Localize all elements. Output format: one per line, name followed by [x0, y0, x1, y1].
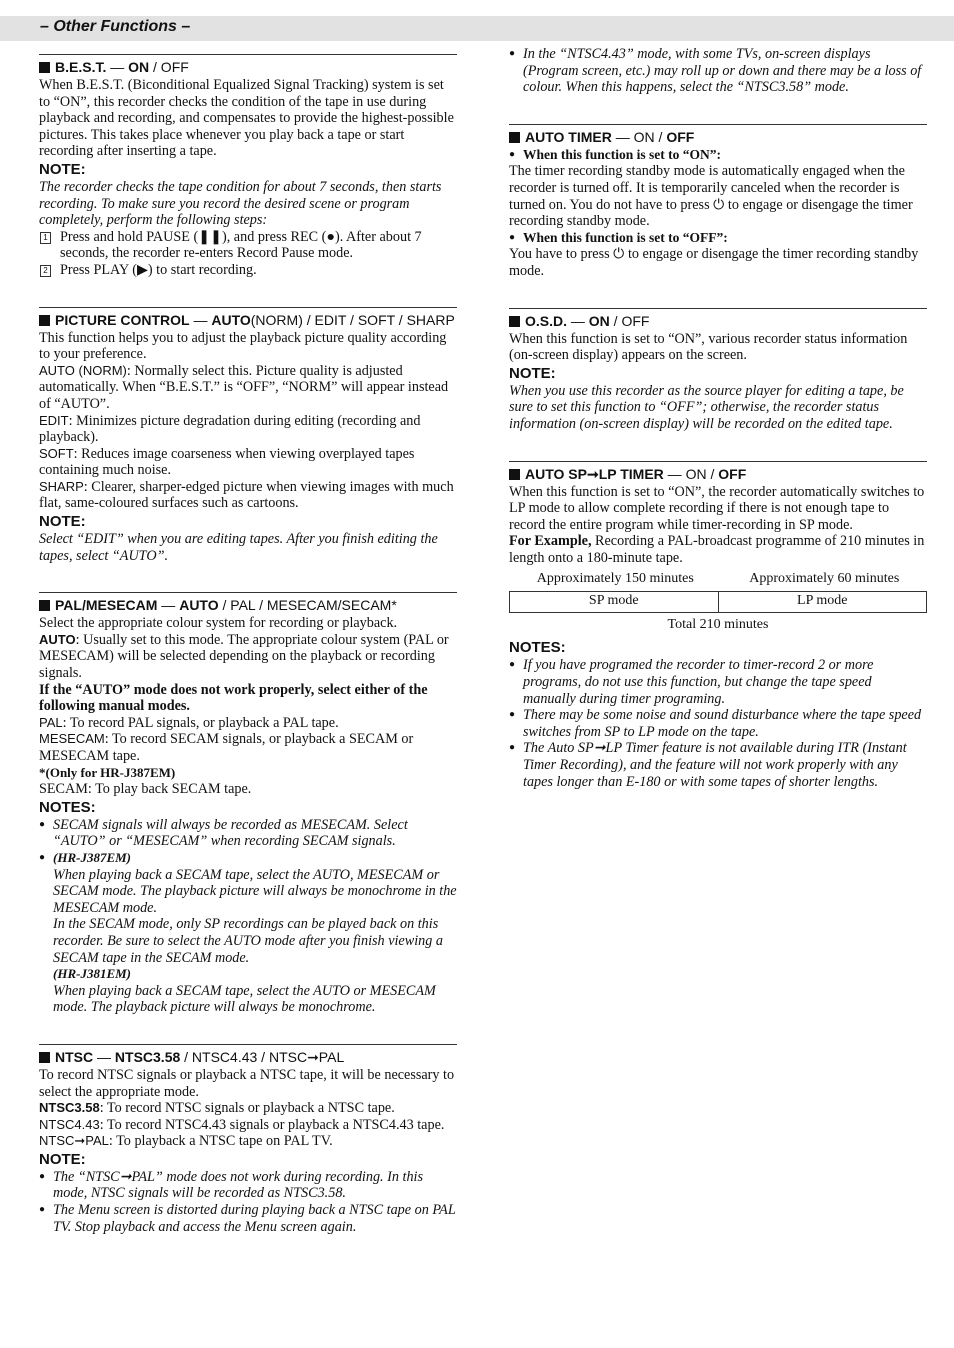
note-heading: NOTE:: [39, 1150, 86, 1168]
best-note: The recorder checks the tape condition for about 7 seconds, then starts recording. To make sure you record the desired scene or program completely, perform the following steps:: [39, 178, 442, 229]
square-bullet-icon: [39, 62, 50, 73]
page-header-title: – Other Functions –: [40, 18, 191, 35]
right-column: [509, 46, 927, 818]
auto-timer-title: AUTO TIMER — ON / OFF: [509, 128, 927, 146]
square-bullet-icon: [509, 469, 520, 480]
pal-auto: AUTO: Usually set to this mode. The appropriate colour system (PAL or MESECAM) will be selected depending on the playback or recording signals.: [39, 631, 449, 682]
notes-heading: NOTES:: [509, 639, 566, 657]
ntsc-item: NTSC3.58: To record NTSC signals or playback a NTSC tape.: [39, 1100, 395, 1117]
best-body: When B.E.S.T. (Biconditional Equalized Signal Tracking) system is set to “ON”, this recorder checks the condition of the tape in use during playback and recording, and compensates to provide the highest-possible pictures. This takes place whenever you play back a tape or start recording after inserting a tape.: [39, 77, 454, 160]
pal-note: ● (HR-J387EM) When playing back a SECAM tape, select the AUTO, MESECAM or SECAM mode. The playback picture will always be monochrome in the MESECAM mode. In the SECAM mode, only SP recordings can be played back on this recorder. Be sure to select the AUTO mode after you finish viewing a SECAM tape in the SECAM mode. (HR-J381EM) When playing back a SECAM tape, select the AUTO or MESECAM mode. The playback picture will always be monochrome.: [39, 850, 457, 1016]
auto-timer-on-text: The timer recording standby mode is automatically engaged when the recorder is turned off. It is temporarily canceled when the recorder is turned on. You do not have to press ⏻ to engage or disengage the timer recording standby mode.: [509, 163, 913, 230]
pal-intro: Select the appropriate colour system for recording or playback.: [39, 615, 398, 632]
picture-control-title: PICTURE CONTROL — AUTO(NORM) / EDIT / SOFT / SHARP: [39, 311, 457, 329]
pal-mesecam-title: PAL/MESECAM — AUTO / PAL / MESECAM/SECAM*: [39, 596, 457, 614]
pal-only-for: *(Only for HR-J387EM): [39, 764, 176, 780]
square-bullet-icon: [509, 316, 520, 327]
auto-timer-section: [509, 124, 927, 280]
ntsc-note: ● The “NTSC➞PAL” mode does not work during recording. In this mode, NTSC signals will be recorded as NTSC3.58.: [39, 1169, 457, 1202]
pal-note: ● SECAM signals will always be recorded as MESECAM. Select “AUTO” or “MESECAM” when recording SECAM signals.: [39, 817, 457, 850]
pal-pal: PAL: To record PAL signals, or playback a PAL tape.: [39, 714, 339, 731]
note-heading: NOTE:: [509, 364, 556, 382]
ntsc-title: NTSC — NTSC3.58 / NTSC4.43 / NTSC➞PAL: [39, 1048, 457, 1066]
splp-example: For Example, Recording a PAL-broadcast programme of 210 minutes in length onto a 180-minute tape.: [509, 533, 925, 566]
lp-mode-cell: LP mode: [797, 593, 848, 609]
osd-note: When you use this recorder as the source player for editing a tape, be sure to set this function to “OFF”; otherwise, the recorder status information (on-screen display) will be recorded on the edited tape.: [509, 382, 904, 432]
ntsc-section: [39, 1044, 457, 1235]
best-title: B.E.S.T. — ON / OFF: [39, 58, 457, 76]
step-item: 2 Press PLAY (▶) to start recording.: [39, 262, 457, 279]
header-bar: [0, 16, 954, 41]
pal-secam: SECAM: To play back SECAM tape.: [39, 781, 252, 798]
pal-mesecam-section: [39, 592, 457, 1016]
picture-item: EDIT: Minimizes picture degradation during editing (recording and playback).: [39, 412, 421, 446]
auto-sp-lp-title: AUTO SP➞LP TIMER — ON / OFF: [509, 465, 927, 483]
auto-timer-off-text: You have to press ⏻ to engage or disengage the timer recording standby mode.: [509, 246, 919, 279]
left-column: [39, 54, 457, 1263]
splp-note: ● There may be some noise and sound disturbance where the tape speed switches from SP to LP mode on the tape.: [509, 707, 927, 740]
best-section: [39, 54, 457, 279]
ntsc-note: ● The Menu screen is distorted during playing back a NTSC tape on PAL TV. Stop playback and access the Menu screen again.: [39, 1202, 457, 1235]
pal-mesecam: MESECAM: To record SECAM signals, or playback a SECAM or MESECAM tape.: [39, 731, 414, 764]
step-item: 1 Press and hold PAUSE (❚❚), and press REC (●). After about 7 seconds, the recorder re-enters Record Pause mode.: [39, 229, 457, 262]
square-bullet-icon: [39, 600, 50, 611]
note-heading: NOTE:: [39, 160, 86, 178]
notes-heading: NOTES:: [39, 798, 96, 816]
ntsc-intro: To record NTSC signals or playback a NTSC tape, it will be necessary to select the appropriate mode.: [39, 1066, 455, 1100]
picture-item: SOFT: Reduces image coarseness when viewing overplayed tapes containing much noise.: [39, 445, 415, 479]
osd-section: [509, 308, 927, 433]
auto-timer-off-heading: ● When this function is set to “OFF”:: [509, 230, 927, 247]
auto-timer-on-heading: ● When this function is set to “ON”:: [509, 147, 927, 164]
osd-title: O.S.D. — ON / OFF: [509, 312, 927, 330]
splp-note: ● The Auto SP➞LP Timer feature is not available during ITR (Instant Timer Recording), and the feature will not work properly with any tapes longer than E-180 or with some tapes of shorter lengths.: [509, 740, 927, 790]
note-heading: NOTE:: [39, 513, 86, 531]
square-bullet-icon: [39, 1052, 50, 1063]
osd-body: When this function is set to “ON”, various recorder status information (on-screen display) appears on the screen.: [509, 330, 908, 364]
picture-item: AUTO (NORM): Normally select this. Picture quality is adjusted automatically. When “B.E.S.T.” is “OFF”, “NORM” will appear instead of “AUTO”.: [39, 362, 449, 412]
picture-item: SHARP: Clearer, sharper-edged picture when viewing images with much flat, same-coloured surfaces such as cartoons.: [39, 478, 454, 512]
pal-warning: If the “AUTO” mode does not work properly, select either of the following manual modes.: [39, 681, 428, 715]
square-bullet-icon: [39, 315, 50, 326]
picture-intro: This function helps you to adjust the playback picture quality according to your preference.: [39, 329, 447, 363]
table-total: Total 210 minutes: [667, 617, 769, 633]
table-label: Approximately 60 minutes: [749, 571, 900, 587]
picture-note: Select “EDIT” when you are editing tapes. After you finish editing the tapes, select “AUTO”.: [39, 531, 438, 564]
tape-length-table: [509, 570, 927, 634]
sp-mode-cell: SP mode: [510, 592, 719, 612]
ntsc-note-continued: ● In the “NTSC4.43” mode, with some TVs, on-screen displays (Program screen, etc.) may roll up or down and there may be a loss of colour. When this happens, select the “NTSC3.58” mode.: [509, 46, 927, 96]
table-label: Approximately 150 minutes: [536, 571, 694, 587]
ntsc-item: NTSC4.43: To record NTSC4.43 signals or playback a NTSC4.43 tape.: [39, 1116, 445, 1133]
splp-note: ● If you have programed the recorder to timer-record 2 or more programs, do not use this function, but change the tape speed manually during timer programing.: [509, 657, 927, 707]
square-bullet-icon: [509, 132, 520, 143]
ntsc-item: NTSC➞PAL: To playback a NTSC tape on PAL TV.: [39, 1133, 333, 1150]
picture-control-section: [39, 307, 457, 565]
splp-body: When this function is set to “ON”, the recorder automatically switches to LP mode to allow complete recording if there is not enough tape to record the entire program while timer-recording in SP mode.: [509, 483, 925, 533]
auto-sp-lp-section: [509, 461, 927, 791]
